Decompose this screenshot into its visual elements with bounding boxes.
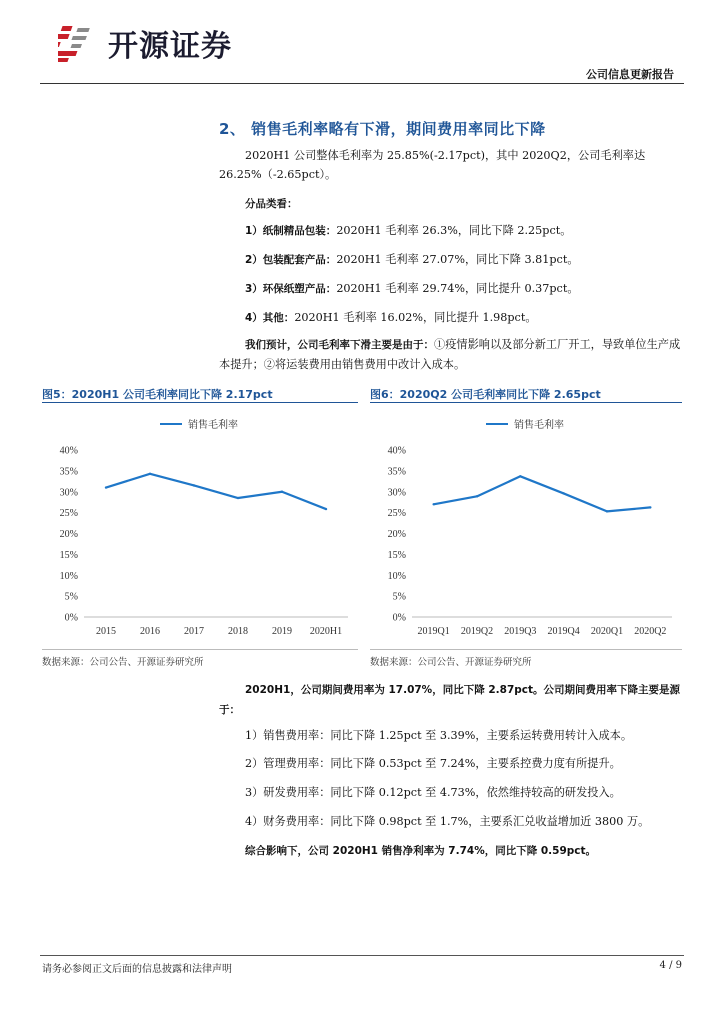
figure-6-chart (370, 404, 682, 650)
data-point (519, 475, 521, 477)
x-tick-label: 2019Q3 (504, 626, 537, 637)
x-tick-label: 2019 (272, 626, 292, 637)
logo-mark-icon (58, 22, 98, 64)
report-type-label: 公司信息更新报告 (586, 68, 674, 81)
series-line (434, 476, 651, 511)
category-item (219, 308, 684, 328)
category-heading-text: 分品类看： (245, 198, 298, 210)
y-tick-label: 20% (59, 529, 78, 540)
data-point (649, 506, 651, 508)
data-point (193, 484, 195, 486)
y-tick-label: 5% (392, 591, 406, 603)
y-tick-label: 40% (387, 445, 406, 457)
figure-5-source: 数据来源：公司公告、开源证券研究所 (42, 657, 204, 668)
x-tick-label: 2017 (184, 626, 204, 637)
expense-item: 4）财务费用率：同比下降 0.98pct 至 1.7%，主要系汇兑收益增加近 3800 万。 (245, 815, 650, 828)
x-tick-label: 2016 (140, 626, 160, 637)
x-tick-label: 2018 (228, 626, 248, 637)
x-tick-label: 2019Q2 (460, 626, 494, 637)
y-tick-label: 35% (59, 466, 78, 478)
data-point (606, 510, 608, 512)
y-tick-label: 10% (59, 570, 78, 582)
expense-summary (219, 680, 684, 720)
figure-6-rule (370, 402, 682, 403)
category-label: 1）纸制精品包装： (245, 225, 337, 237)
category-label: 4）其他： (245, 312, 295, 324)
y-tick-label: 10% (387, 570, 406, 582)
forecast-label: 我们预计，公司毛利率下滑主要是由于： (245, 339, 434, 351)
figure-5-chart (42, 404, 358, 650)
figure-5-rule (42, 402, 358, 403)
data-point (432, 503, 434, 505)
section-title: 2、 销售毛利率略有下滑，期间费用率同比下降 (219, 120, 546, 138)
legend-label: 销售毛利率 (514, 420, 564, 431)
category-label: 3）环保纸塑产品： (245, 283, 337, 295)
x-tick-label: 2020H1 (309, 626, 343, 637)
y-tick-label: 25% (59, 508, 78, 520)
y-tick-label: 20% (387, 529, 406, 540)
data-point (562, 492, 564, 494)
y-tick-label: 15% (59, 549, 78, 561)
legend-label: 销售毛利率 (188, 420, 238, 431)
y-tick-label: 5% (64, 591, 78, 603)
chart-6-svg (370, 404, 682, 650)
page-number: 4 / 9 (659, 960, 682, 971)
logo-text: 开源证券 (108, 29, 232, 64)
x-tick-label: 2015 (96, 626, 116, 637)
y-tick-label: 0% (392, 612, 406, 624)
category-text: 2020H1 毛利率 29.74%，同比提升 0.37pct。 (336, 282, 579, 295)
figure-6-title: 图6：2020Q2 公司毛利率同比下降 2.65pct (370, 388, 601, 401)
data-point (281, 491, 283, 493)
expense-item: 2）管理费用率：同比下降 0.53pct 至 7.24%，主要系控费力度有所提升。 (245, 757, 621, 770)
conclusion-paragraph (219, 841, 684, 861)
data-point (149, 473, 151, 475)
forecast-text: ①疫情影响以及部分新工厂开工，导致单位生产成本提升；②将运装费用由销售费用中改计入成本。 (219, 338, 681, 371)
forecast-paragraph (219, 335, 684, 374)
category-text: 2020H1 毛利率 27.07%，同比下降 3.81pct。 (336, 253, 579, 266)
x-tick-label: 2019Q1 (417, 626, 450, 637)
category-label: 2）包装配套产品： (245, 254, 337, 266)
data-point (237, 497, 239, 499)
conclusion-text: 综合影响下，公司 2020H1 销售净利率为 7.74%，同比下降 0.59pct。 (245, 845, 597, 857)
category-heading (219, 194, 684, 214)
category-item (219, 250, 684, 270)
data-point (105, 486, 107, 488)
expense-item: 1）销售费用率：同比下降 1.25pct 至 3.39%，主要系运转费用转计入成本。 (245, 729, 633, 742)
category-text: 2020H1 毛利率 26.3%，同比下降 2.25pct。 (336, 224, 572, 237)
y-tick-label: 30% (387, 487, 406, 499)
expense-summary-text: 2020H1，公司期间费用率为 17.07%，同比下降 2.87pct。公司期间费用率下降主要是源于： (219, 684, 681, 716)
y-tick-label: 40% (59, 445, 78, 457)
x-tick-label: 2020Q2 (634, 626, 667, 637)
chart-5-svg (42, 404, 358, 650)
category-text: 2020H1 毛利率 16.02%，同比提升 1.98pct。 (294, 311, 537, 324)
y-tick-label: 30% (59, 487, 78, 499)
category-item (219, 221, 684, 241)
company-logo (58, 22, 232, 64)
category-item (219, 279, 684, 299)
expense-item: 3）研发费用率：同比下降 0.12pct 至 4.73%，依然维持较高的研发投入。 (245, 786, 621, 799)
y-tick-label: 25% (387, 508, 406, 520)
series-line (106, 474, 326, 509)
footer-divider (40, 955, 684, 956)
y-tick-label: 35% (387, 466, 406, 478)
y-tick-label: 15% (387, 549, 406, 561)
figure-5-title: 图5：2020H1 公司毛利率同比下降 2.17pct (42, 388, 273, 401)
header-divider (40, 83, 684, 84)
x-tick-label: 2019Q4 (547, 626, 580, 637)
figure-6-source: 数据来源：公司公告、开源证券研究所 (370, 657, 532, 668)
x-tick-label: 2020Q1 (590, 626, 624, 637)
footer-disclaimer: 请务必参阅正文后面的信息披露和法律声明 (42, 964, 232, 975)
y-tick-label: 0% (64, 612, 78, 624)
data-point (325, 508, 327, 510)
intro-paragraph: 2020H1 公司整体毛利率为 25.85%(-2.17pct)，其中 2020Q2，公司毛利率达 26.25%（-2.65pct）。 (219, 149, 646, 181)
data-point (476, 495, 478, 497)
